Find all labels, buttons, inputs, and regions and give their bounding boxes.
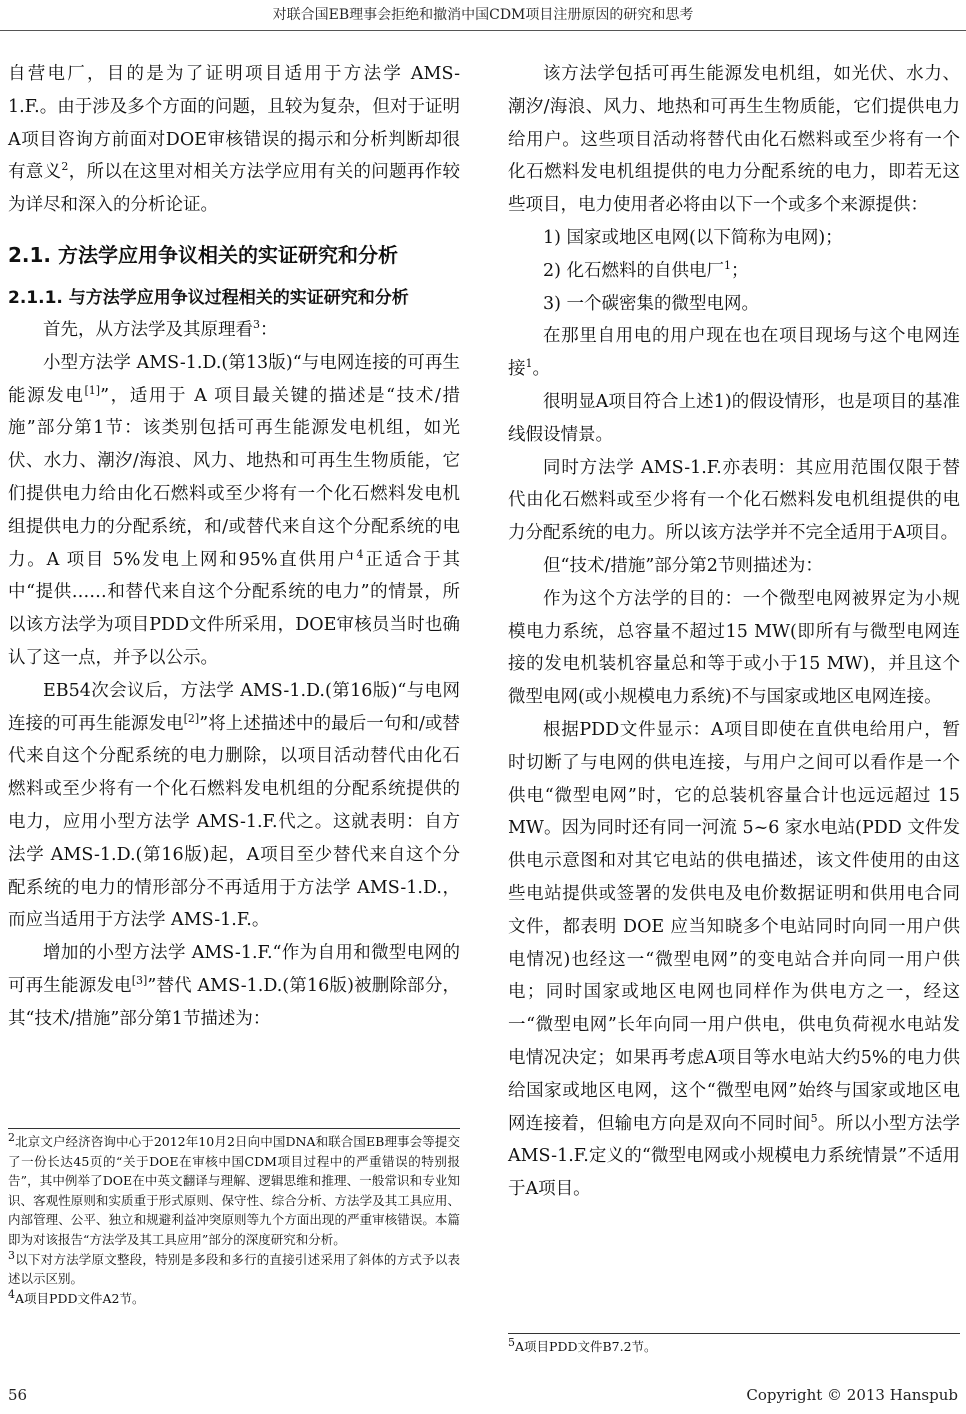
paragraph: 同时方法学 AMS-1.F.亦表明：其应用范围仅限于替代由化石燃料或至少将有一个化石燃料发电机组提供的电力分配系统的电力。所以该方法学并不完全适用于A项目。	[508, 457, 960, 544]
paragraph: 增加的小型方法学 AMS-1.F.“作为自用和微型电网的可再生能源发电[3]”替代 AMS-1.D.(第16版)被删除部分，其“技术/措施”部分第1节描述为：	[8, 943, 460, 1029]
footnote-ref[interactable]: 3	[253, 318, 260, 332]
list-item: 3) 一个碳密集的微型电网。	[543, 293, 760, 314]
section-heading: 2.1. 方法学应用争议相关的实证研究和分析	[8, 242, 398, 267]
footnote: $^4$A项目PDD文件A2节。	[8, 1287, 145, 1306]
citation-ref[interactable]: [3]	[131, 974, 148, 988]
footnote-ref[interactable]: 4	[356, 547, 364, 561]
page-number: 56	[8, 1386, 28, 1404]
paragraph: 作为这个方法学的目的：一个微型电网被界定为小规模电力系统，总容量不超过15 MW(即所有与微型电网连接的发电机装机容量总和等于或小于15 MW)，并且这个微型电网(或小规模电力系统)不与国家或地区电网连接。	[508, 588, 960, 708]
list-item: 1) 国家或地区电网(以下简称为电网)；	[543, 227, 843, 248]
paragraph: 该方法学包括可再生能源发电机组，如光伏、水力、潮汐/海浪、风力、地热和可再生生物质能，它们提供电力给用户。这些项目活动将替代由化石燃料或至少将有一个化石燃料发电机组提供的电力分配系统的电力，即若无这些项目，电力使用者必将由以下一个或多个来源提供：	[508, 64, 960, 216]
footnote: $^3$以下对方法学原文整段，特别是多段和多行的直接引述采用了斜体的方式予以表述以示区别。	[8, 1248, 460, 1287]
paragraph: 但“技术/措施”部分第2节则描述为：	[543, 555, 823, 576]
paragraph: 小型方法学 AMS-1.D.(第13版)“与电网连接的可再生能源发电[1]”，适用于 A 项目最关键的描述是“技术/措施”部分第1节：该类别包括可再生能源发电机组，如光伏、水力、潮汐/海浪、风力、地热和可再生生物质能，它们提供电力给由化石燃料或至少将有一个化石燃料发电机组提供电力的分配系统，和/或替代来自这个分配系统的电力。A 项目 5%发电上网和95%直供用户$^4$正适合于其中“提供……和替代来自这个分配系统的电力”的情景，所以该方法学为项目PDD文件所采用，DOE审核员当时也确认了这一点，并予以公示。	[8, 352, 461, 668]
paragraph: 在那里自用电的用户现在也在项目现场与这个电网连接$^1$。	[508, 326, 960, 380]
subsection-heading: 2.1.1. 与方法学应用争议过程相关的实证研究和分析	[8, 287, 409, 308]
paragraph: EB54次会议后，方法学 AMS-1.D.(第16版)“与电网连接的可再生能源发电[2]”将上述描述中的最后一句和/或替代来自这个分配系统的电力删除，以项目活动替代由化石燃料或至少将有一个化石燃料发电机组的分配系统提供的电力，应用小型方法学 AMS-1.F.代之。这就表明：自方法学 AMS-1.D.(第16版)起，A项目至少替代来自这个分配系统的电力的情形部分不再适用于方法学 AMS-1.D.，而应当适用于方法学 AMS-1.F.。	[8, 680, 460, 931]
footnote-ref[interactable]: 1	[525, 357, 533, 371]
running-title: 对联合国EB理事会拒绝和撤消中国CDM项目注册原因的研究和思考	[272, 7, 694, 23]
left-column	[8, 58, 460, 1036]
paragraph: 根据PDD文件显示：A项目即使在直供电给用户，暂时切断了与电网的供电连接，与用户之间可以看作是一个供电“微型电网”时，它的总装机容量合计也远远超过 15 MW。因为同时还有同一河流 5~6 家水电站(PDD 文件发供电示意图和对其它电站的供电描述，该文件使用的由这些电站提供或签署的发供电及电价数据证明和供用电合同文件，都表明 DOE 应当知晓多个电站同时向同一用户供电情况)也经这一“微型电网”的变电站合并向同一用户供电；同时国家或地区电网也同样作为供电方之一，经这一“微型电网”长年向同一用户供电，供电负荷视水电站发电情况决定；如果再考虑A项目等水电站大约5%的电力供给国家或地区电网，这个“微型电网”始终与国家或地区电网连接着，但输电方向是双向不同时间$^5$。所以小型方法学 AMS-1.F.定义的“微型电网或小规模电力系统情景”不适用于A项目。	[508, 719, 961, 1200]
right-column	[508, 58, 960, 1206]
right-footnotes	[508, 1337, 960, 1357]
paragraph: 首先，从方法学及其原理看$^3$：	[43, 318, 278, 340]
footnote: $^5$A项目PDD文件B7.2节。	[508, 1335, 657, 1354]
footnote-ref[interactable]: 1	[724, 258, 732, 272]
copyright: Copyright © 2013 Hanspub	[746, 1386, 958, 1404]
footnote-rule	[8, 1128, 460, 1129]
paragraph: 自营电厂，目的是为了证明项目适用于方法学 AMS-1.F.。由于涉及多个方面的问题，且较为复杂，但对于证明A项目咨询方前面对DOE审核错误的揭示和分析判断却很有意义$^2$，所以在这里对相关方法学应用有关的问题再作较为详尽和深入的分析论证。	[8, 64, 461, 216]
list-item: 2) 化石燃料的自供电厂$^1$；	[543, 258, 749, 281]
footnote-ref[interactable]: 5	[810, 1111, 818, 1125]
citation-ref[interactable]: [2]	[183, 711, 200, 725]
paragraph: 很明显A项目符合上述1)的假设情形，也是项目的基准线假设情景。	[508, 391, 960, 445]
footnote-ref[interactable]: 2	[61, 160, 69, 174]
footnote-rule	[508, 1333, 960, 1334]
left-footnotes	[8, 1132, 460, 1308]
footnote: $^2$北京文户经济咨询中心于2012年10月2日向中国DNA和联合国EB理事会等提交了一份长达45页的“关于DOE在审核中国CDM项目过程中的严重错误的特别报告”，其中例举了DOE在中英文翻译与理解、逻辑思维和推理、一般常识和专业知识、客观性原则和实质重于形式原则、保守性、综合分析、方法学及其工具应用、内部管理、公平、独立和规避利益冲突原则等九个方面出现的严重审核错误。本篇即为对该报告“方法学及其工具应用”部分的深度研究和分析。	[8, 1130, 460, 1247]
header-rule	[0, 30, 966, 31]
citation-ref[interactable]: [1]	[84, 383, 101, 397]
